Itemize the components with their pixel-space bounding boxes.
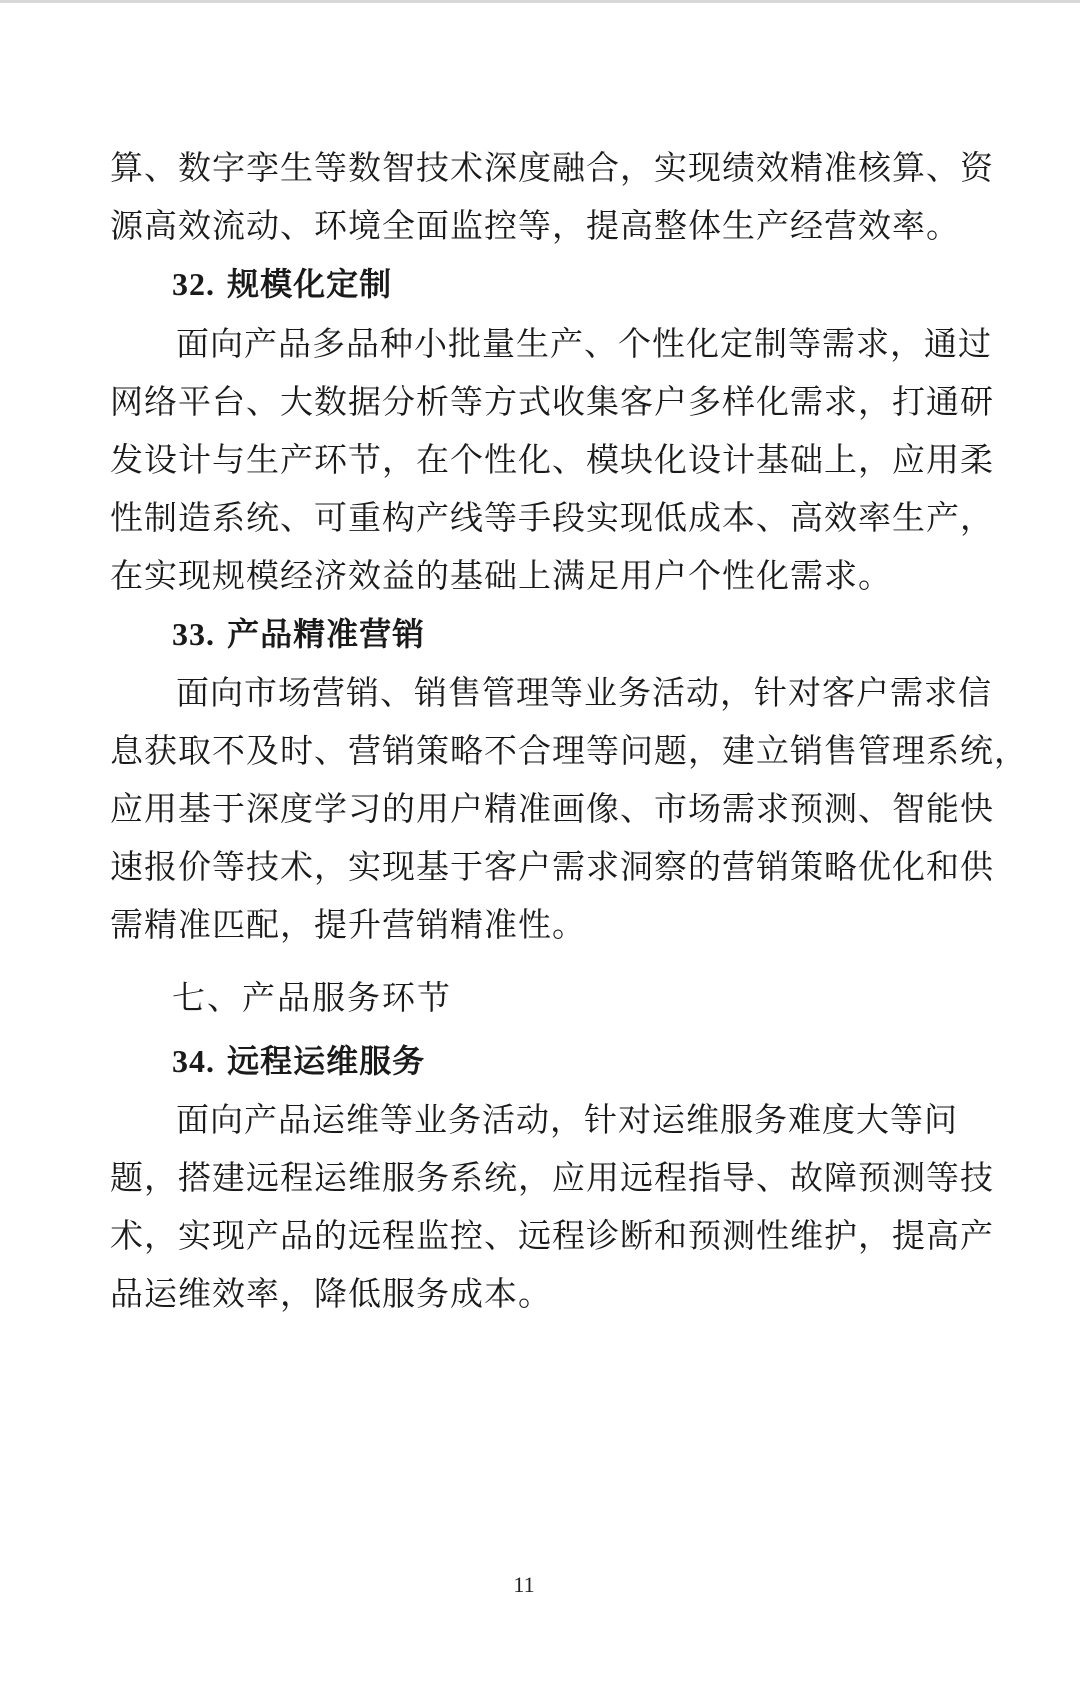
paragraph-line: 息获取不及时、营销策略不合理等问题，建立销售管理系统， <box>110 731 1028 770</box>
paragraph-line: 在实现规模经济效益的基础上满足用户个性化需求。 <box>110 556 892 595</box>
paragraph-line: 品运维效率，降低服务成本。 <box>110 1274 552 1313</box>
item-title: 产品精准营销 <box>227 615 426 653</box>
item-number: 34. <box>172 1043 215 1079</box>
item-heading-32 <box>172 261 392 307</box>
item-title: 远程运维服务 <box>227 1042 426 1080</box>
paragraph-line: 面向产品多品种小批量生产、个性化定制等需求，通过 <box>176 324 992 363</box>
item-heading-33 <box>172 611 425 657</box>
paragraph-line: 术，实现产品的远程监控、远程诊断和预测性维护，提高产 <box>110 1216 994 1255</box>
paragraph-line: 应用基于深度学习的用户精准画像、市场需求预测、智能快 <box>110 789 994 828</box>
paragraph-line: 需精准匹配，提升营销精准性。 <box>110 905 586 944</box>
paragraph-line: 算、数字孪生等数智技术深度融合，实现绩效精准核算、资 <box>110 148 994 187</box>
item-number: 32. <box>172 266 215 302</box>
item-heading-34 <box>172 1038 425 1084</box>
paragraph-line: 发设计与生产环节，在个性化、模块化设计基础上，应用柔 <box>110 440 994 479</box>
paragraph-line: 性制造系统、可重构产线等手段实现低成本、高效率生产， <box>110 498 994 537</box>
paragraph-line: 源高效流动、环境全面监控等，提高整体生产经营效率。 <box>110 206 960 245</box>
paragraph-line: 题，搭建远程运维服务系统，应用远程指导、故障预测等技 <box>110 1158 994 1197</box>
paragraph-line: 面向产品运维等业务活动，针对运维服务难度大等问 <box>176 1100 958 1139</box>
paragraph-line: 网络平台、大数据分析等方式收集客户多样化需求，打通研 <box>110 382 994 421</box>
paragraph-line: 速报价等技术，实现基于客户需求洞察的营销策略优化和供 <box>110 847 994 886</box>
item-number: 33. <box>172 616 215 652</box>
item-title: 规模化定制 <box>227 265 393 303</box>
paragraph-line: 面向市场营销、销售管理等业务活动，针对客户需求信 <box>176 673 992 712</box>
page-number: 11 <box>513 1572 535 1597</box>
section-heading: 七、产品服务环节 <box>172 978 452 1017</box>
